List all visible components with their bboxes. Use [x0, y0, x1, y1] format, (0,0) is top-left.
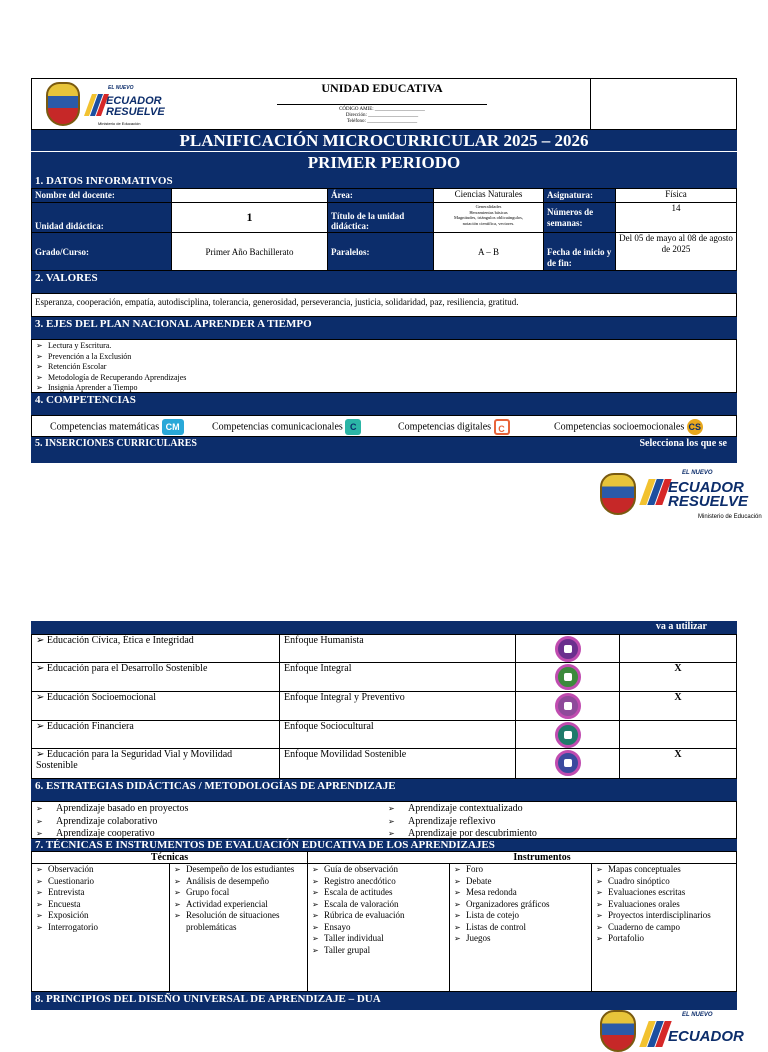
grado-value: Primer Año Bachillerato [172, 233, 328, 271]
insercion-select[interactable]: X [620, 663, 737, 692]
evaluacion-item: ➢ Debate [450, 876, 591, 888]
fecha-value: Del 05 de mayo al 08 de agosto de 2025 [616, 233, 737, 271]
tecnicas-col-2 [170, 864, 308, 992]
evaluacion-item: ➢ Exposición [32, 910, 169, 922]
section-7-header: 7. TÉCNICAS E INSTRUMENTOS DE EVALUACIÓN EDUCATIVA DE LOS APRENDIZAJES [31, 839, 737, 851]
evaluacion-item: ➢ Grupo focal [170, 887, 307, 899]
evaluacion-item: ➢ Cuaderno de campo [592, 922, 736, 934]
school-info [174, 79, 590, 129]
asignatura-label: Asignatura: [544, 189, 616, 203]
semanas-label: Números de semanas: [544, 203, 616, 233]
evaluacion-item: ➢ Lista de cotejo [450, 910, 591, 922]
evaluacion-item: ➢ Encuesta [32, 899, 169, 911]
docente-field[interactable] [172, 189, 328, 203]
insercion-row [32, 749, 737, 779]
section-3-header: 3. EJES DEL PLAN NACIONAL APRENDER A TIEMPO [31, 317, 737, 339]
eje-item: ➢ Prevención a la Exclusión [32, 352, 736, 363]
insercion-row [32, 635, 737, 663]
insercion-name: ➢ Educación Socioemocional [32, 692, 280, 721]
select-header: va a utilizar [31, 621, 737, 634]
paralelos-value: A – B [434, 233, 544, 271]
amie-field: CÓDIGO AMIE: ____________________ [339, 107, 425, 112]
area-label: Área: [328, 189, 434, 203]
eje-item: ➢ Lectura y Escritura. [32, 341, 736, 352]
financial-education-icon [516, 721, 620, 749]
socioemotional-competence-icon: CS [687, 419, 703, 435]
evaluacion-item: ➢ Resolución de situaciones problemáticas [170, 910, 307, 933]
telefono-field: Teléfono: ____________________ [346, 119, 418, 124]
evaluacion-item: ➢ Desempeño de los estudiantes [170, 864, 307, 876]
flag-stripes-icon [644, 479, 668, 510]
inserciones-table [31, 634, 737, 779]
insercion-enfoque: Enfoque Integral [280, 663, 516, 692]
section-8-header: 8. PRINCIPIOS DEL DISEÑO UNIVERSAL DE APRENDIZAJE – DUA [31, 992, 737, 1010]
competencias-row [31, 415, 737, 437]
evaluacion-item: ➢ Taller grupal [308, 945, 449, 957]
brand-logo: EL NUEVO ECUADOR [644, 1010, 744, 1052]
insercion-enfoque: Enfoque Humanista [280, 635, 516, 663]
school-name: UNIDAD EDUCATIVA [321, 81, 443, 95]
period-title: PRIMER PERIODO [31, 152, 737, 174]
evaluacion-item: ➢ Portafolio [592, 933, 736, 945]
evaluacion-table [31, 851, 737, 992]
direccion-field: Dirección: ____________________ [345, 113, 419, 118]
ecuador-coat-of-arms-icon [600, 473, 636, 515]
insercion-select[interactable] [620, 635, 737, 663]
fecha-label: Fecha de inicio y de fin: [544, 233, 616, 271]
evaluacion-item: ➢ Foro [450, 864, 591, 876]
insercion-row [32, 692, 737, 721]
evaluacion-item: ➢ Interrogatorio [32, 922, 169, 934]
competencia-comunicacional: Competencias comunicacionales C [212, 419, 398, 435]
grado-label: Grado/Curso: [32, 233, 172, 271]
unidad-value: 1 [172, 203, 328, 233]
insercion-select[interactable]: X [620, 749, 737, 779]
titulo-value: Generalidades Herramientas básicas Magnitudes, triángulos oblicuángulos, notación científica, vectores. [434, 203, 544, 233]
insercion-name: ➢ Educación Cívica, Ética e Integridad [32, 635, 280, 663]
evaluacion-item: ➢ Mapas conceptuales [592, 864, 736, 876]
evaluacion-item: ➢ Rúbrica de evaluación [308, 910, 449, 922]
eje-item: ➢ Retención Escolar [32, 362, 736, 373]
road-safety-icon [516, 749, 620, 779]
ecuador-coat-of-arms-icon [600, 1010, 636, 1052]
evaluacion-item: ➢ Mesa redonda [450, 887, 591, 899]
instrumentos-col-2 [450, 864, 592, 992]
insercion-select[interactable] [620, 721, 737, 749]
evaluacion-item: ➢ Evaluaciones escritas [592, 887, 736, 899]
estrategias-left: ➢ Aprendizaje basado en proyectos ➢ Aprendizaje colaborativo ➢ Aprendizaje cooperativo [32, 803, 384, 838]
evaluacion-item: ➢ Organizadores gráficos [450, 899, 591, 911]
insercion-row [32, 721, 737, 749]
evaluacion-item: ➢ Guía de observación [308, 864, 449, 876]
datos-informativos-table [31, 188, 737, 271]
form-header [31, 78, 737, 130]
valores-text: Esperanza, cooperación, empatía, autodisciplina, tolerancia, generosidad, perseverancia, justicia, solidaridad, paz, resiliencia, gratitud. [31, 293, 737, 317]
communication-competence-icon: C [345, 419, 361, 435]
digital-competence-icon: C [494, 419, 510, 435]
insercion-row [32, 663, 737, 692]
evaluacion-item: ➢ Cuestionario [32, 876, 169, 888]
page-2-form [31, 621, 737, 1010]
insercion-select[interactable]: X [620, 692, 737, 721]
section-5-header: 5. INSERCIONES CURRICULARES Selecciona los que se [31, 437, 737, 463]
estrategias-right: ➢ Aprendizaje contextualizado ➢ Aprendizaje reflexivo ➢ Aprendizaje por descubrimiento [384, 803, 537, 838]
area-value: Ciencias Naturales [434, 189, 544, 203]
evaluacion-item: ➢ Listas de control [450, 922, 591, 934]
semanas-value: 14 [616, 203, 737, 233]
competencia-socioemocional: Competencias socioemocionales CS [554, 419, 703, 435]
evaluacion-item: ➢ Registro anecdótico [308, 876, 449, 888]
socioemotional-education-icon [516, 692, 620, 721]
tecnicas-header: Técnicas [32, 852, 308, 864]
school-name-line [277, 104, 487, 105]
ejes-list [31, 339, 737, 393]
titulo-label: Título de la unidad didáctica: [328, 203, 434, 233]
instrumentos-header: Instrumentos [308, 852, 737, 864]
evaluacion-item: ➢ Entrevista [32, 887, 169, 899]
insercion-enfoque: Enfoque Movilidad Sostenible [280, 749, 516, 779]
evaluacion-item: ➢ Análisis de desempeño [170, 876, 307, 888]
evaluacion-item: ➢ Observación [32, 864, 169, 876]
footer-logos-page-2 [600, 1010, 744, 1052]
brand-logo: EL NUEVO ECUADOR RESUELVE Ministerio de Educación [644, 468, 762, 520]
evaluacion-item: ➢ Actividad experiencial [170, 899, 307, 911]
docente-label: Nombre del docente: [32, 189, 172, 203]
insercion-name: ➢ Educación Financiera [32, 721, 280, 749]
evaluacion-item: ➢ Escala de valoración [308, 899, 449, 911]
eje-item: ➢ Metodología de Recuperando Aprendizajes [32, 373, 736, 384]
civic-education-icon [516, 635, 620, 663]
page-1-form [31, 78, 737, 463]
paralelos-label: Paralelos: [328, 233, 434, 271]
evaluacion-item: ➢ Proyectos interdisciplinarios [592, 910, 736, 922]
header-logos [32, 79, 174, 129]
evaluacion-item: ➢ Cuadro sinóptico [592, 876, 736, 888]
insercion-enfoque: Enfoque Sociocultural [280, 721, 516, 749]
evaluacion-item: ➢ Taller individual [308, 933, 449, 945]
flag-stripes-icon [88, 94, 106, 121]
unidad-label: Unidad didáctica: [32, 203, 172, 233]
header-blank-box [590, 79, 736, 129]
insercion-name: ➢ Educación para la Seguridad Vial y Movilidad Sostenible [32, 749, 280, 779]
eje-item: ➢ Insignia Aprender a Tiempo [32, 383, 736, 394]
insercion-name: ➢ Educación para el Desarrollo Sostenible [32, 663, 280, 692]
evaluacion-item: ➢ Escala de actitudes [308, 887, 449, 899]
section-2-header: 2. VALORES [31, 271, 737, 293]
section-4-header: 4. COMPETENCIAS [31, 393, 737, 415]
competencia-matematica: Competencias matemáticas CM [50, 419, 212, 435]
ecuador-coat-of-arms-icon [46, 82, 80, 126]
footer-logos [600, 468, 762, 520]
section-6-header: 6. ESTRATEGIAS DIDÁCTICAS / METODOLOGÍAS DE APRENDIZAJE [31, 779, 737, 801]
tecnicas-col-1 [32, 864, 170, 992]
estrategias-box [31, 801, 737, 839]
section-1-header: 1. DATOS INFORMATIVOS [31, 174, 737, 188]
evaluacion-item: ➢ Evaluaciones orales [592, 899, 736, 911]
math-competence-icon: CM [162, 419, 184, 435]
instrumentos-col-1 [308, 864, 450, 992]
brand-logo: EL NUEVO ECUADOR RESUELVE Ministerio de Educación [88, 83, 165, 126]
flag-stripes-icon [644, 1021, 668, 1052]
plan-title: PLANIFICACIÓN MICROCURRICULAR 2025 – 2026 [31, 130, 737, 152]
evaluacion-item: ➢ Ensayo [308, 922, 449, 934]
insercion-enfoque: Enfoque Integral y Preventivo [280, 692, 516, 721]
instrumentos-col-3 [592, 864, 737, 992]
sustainable-development-icon [516, 663, 620, 692]
evaluacion-item: ➢ Juegos [450, 933, 591, 945]
competencia-digital: Competencias digitales C [398, 419, 554, 435]
asignatura-value: Física [616, 189, 737, 203]
